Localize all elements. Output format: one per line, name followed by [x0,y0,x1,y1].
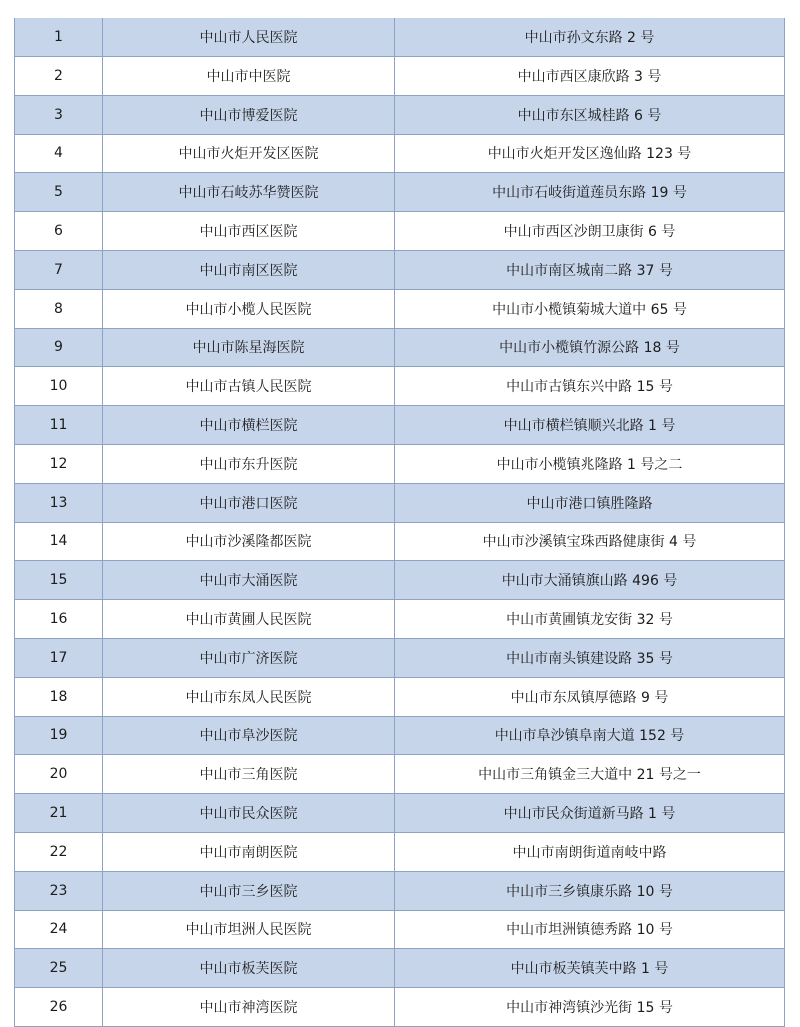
table-row [15,444,785,483]
hospital-name: 中山市神湾医院 [103,988,395,1027]
hospital-name: 中山市港口医院 [103,483,395,522]
hospital-address: 中山市阜沙镇阜南大道 152 号 [395,716,785,755]
table-row [15,910,785,949]
hospital-address: 中山市三乡镇康乐路 10 号 [395,871,785,910]
table-row [15,677,785,716]
hospital-address: 中山市西区沙朗卫康街 6 号 [395,212,785,251]
table-row [15,794,785,833]
hospital-name: 中山市小榄人民医院 [103,289,395,328]
table-row [15,173,785,212]
hospital-name: 中山市沙溪隆都医院 [103,522,395,561]
hospital-address: 中山市大涌镇旗山路 496 号 [395,561,785,600]
table-row [15,289,785,328]
row-number: 23 [15,871,103,910]
table-row [15,134,785,173]
row-number: 20 [15,755,103,794]
hospital-address: 中山市小榄镇竹源公路 18 号 [395,328,785,367]
table-row [15,250,785,289]
hospital-address: 中山市古镇东兴中路 15 号 [395,367,785,406]
hospital-address: 中山市孙文东路 2 号 [395,18,785,57]
row-number: 3 [15,95,103,134]
hospital-name: 中山市南区医院 [103,250,395,289]
table-row [15,988,785,1027]
hospital-name: 中山市博爱医院 [103,95,395,134]
row-number: 14 [15,522,103,561]
hospital-address: 中山市黄圃镇龙安街 32 号 [395,600,785,639]
table-row [15,328,785,367]
table-row [15,755,785,794]
hospital-name: 中山市坦洲人民医院 [103,910,395,949]
hospital-address: 中山市东凤镇厚德路 9 号 [395,677,785,716]
hospital-address: 中山市东区城桂路 6 号 [395,95,785,134]
row-number: 11 [15,406,103,445]
row-number: 4 [15,134,103,173]
table-row [15,949,785,988]
hospital-name: 中山市阜沙医院 [103,716,395,755]
row-number: 1 [15,18,103,57]
row-number: 22 [15,832,103,871]
hospital-name: 中山市石岐苏华赞医院 [103,173,395,212]
row-number: 16 [15,600,103,639]
row-number: 24 [15,910,103,949]
table-row [15,406,785,445]
hospital-address: 中山市港口镇胜隆路 [395,483,785,522]
hospital-name: 中山市中医院 [103,57,395,96]
hospital-name: 中山市西区医院 [103,212,395,251]
table-row [15,18,785,57]
hospital-address: 中山市西区康欣路 3 号 [395,57,785,96]
row-number: 25 [15,949,103,988]
hospital-address: 中山市坦洲镇德秀路 10 号 [395,910,785,949]
table-row [15,522,785,561]
hospital-address: 中山市民众街道新马路 1 号 [395,794,785,833]
hospital-address: 中山市南头镇建设路 35 号 [395,638,785,677]
table-row [15,483,785,522]
table-row [15,716,785,755]
row-number: 21 [15,794,103,833]
row-number: 2 [15,57,103,96]
hospital-name: 中山市火炬开发区医院 [103,134,395,173]
row-number: 15 [15,561,103,600]
hospital-address: 中山市南朗街道南岐中路 [395,832,785,871]
hospital-name: 中山市三乡医院 [103,871,395,910]
hospital-name: 中山市三角医院 [103,755,395,794]
row-number: 8 [15,289,103,328]
hospital-name: 中山市东升医院 [103,444,395,483]
row-number: 10 [15,367,103,406]
table-row [15,600,785,639]
hospital-address: 中山市石岐街道莲员东路 19 号 [395,173,785,212]
hospital-name: 中山市东凤人民医院 [103,677,395,716]
hospital-name: 中山市南朗医院 [103,832,395,871]
row-number: 12 [15,444,103,483]
hospital-address: 中山市三角镇金三大道中 21 号之一 [395,755,785,794]
table-row [15,832,785,871]
hospital-address: 中山市火炬开发区逸仙路 123 号 [395,134,785,173]
row-number: 19 [15,716,103,755]
row-number: 26 [15,988,103,1027]
hospital-address: 中山市横栏镇顺兴北路 1 号 [395,406,785,445]
hospital-name: 中山市陈星海医院 [103,328,395,367]
hospital-name: 中山市横栏医院 [103,406,395,445]
hospital-address: 中山市板芙镇芙中路 1 号 [395,949,785,988]
hospital-name: 中山市古镇人民医院 [103,367,395,406]
row-number: 6 [15,212,103,251]
hospital-name: 中山市板芙医院 [103,949,395,988]
table-row [15,871,785,910]
hospital-address: 中山市小榄镇兆隆路 1 号之二 [395,444,785,483]
hospital-name: 中山市广济医院 [103,638,395,677]
hospital-address: 中山市神湾镇沙光街 15 号 [395,988,785,1027]
table-row [15,95,785,134]
table-body [15,18,785,1026]
hospital-name: 中山市黄圃人民医院 [103,600,395,639]
hospital-address: 中山市南区城南二路 37 号 [395,250,785,289]
row-number: 18 [15,677,103,716]
hospital-table [14,18,785,1027]
hospital-address: 中山市小榄镇菊城大道中 65 号 [395,289,785,328]
table-row [15,212,785,251]
hospital-address: 中山市沙溪镇宝珠西路健康街 4 号 [395,522,785,561]
table-row [15,57,785,96]
table-row [15,638,785,677]
row-number: 13 [15,483,103,522]
hospital-name: 中山市大涌医院 [103,561,395,600]
row-number: 9 [15,328,103,367]
row-number: 5 [15,173,103,212]
table-row [15,561,785,600]
hospital-name: 中山市民众医院 [103,794,395,833]
row-number: 7 [15,250,103,289]
hospital-name: 中山市人民医院 [103,18,395,57]
row-number: 17 [15,638,103,677]
table-row [15,367,785,406]
